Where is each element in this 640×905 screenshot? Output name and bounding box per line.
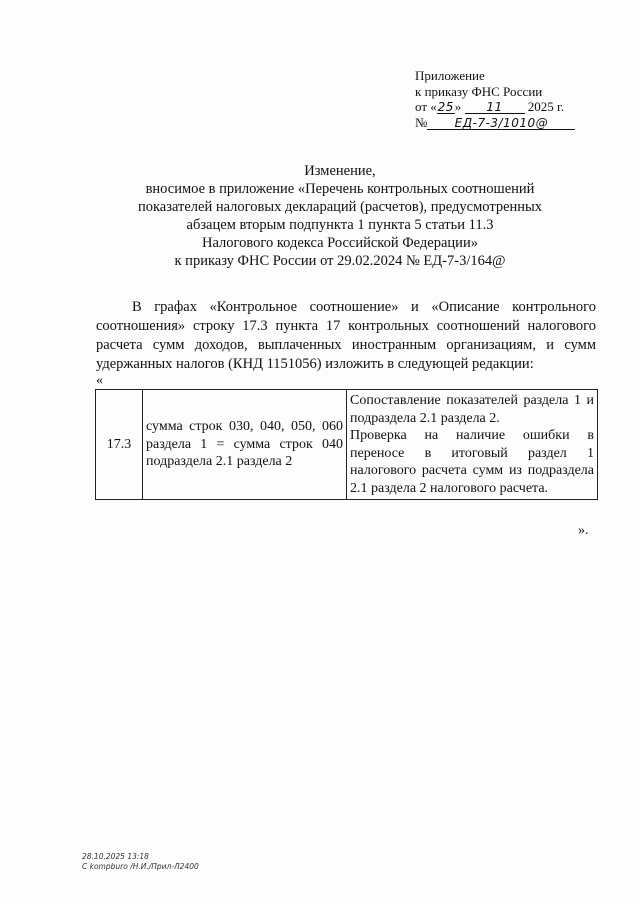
body-paragraph: В графах «Контрольное соотношение» и «Описание контрольного соотношения» строку 17.3 пункта 17 контрольных соотношений налогового расчета сумм доходов, выплаченных иностранным организациям, и сумм удержанных налогов (КНД 1151056) изложить в следующей редакции: bbox=[96, 299, 596, 372]
date-year: 2025 г. bbox=[527, 99, 565, 114]
handwritten-month: 11 bbox=[465, 101, 525, 114]
description-cell bbox=[347, 390, 598, 500]
footer-path: C kompburo /Н.И./Прил-Л2400 bbox=[82, 862, 199, 871]
title-line: Изменение, bbox=[304, 163, 376, 179]
appendix-header bbox=[415, 68, 575, 130]
handwritten-number: ЕД-7-3/1010@ bbox=[427, 117, 575, 130]
appendix-order-ref: к приказу ФНС России bbox=[415, 83, 543, 99]
control-ratio-table bbox=[95, 389, 598, 500]
body-text bbox=[96, 298, 596, 374]
title-line: к приказу ФНС России от 29.02.2024 № ЕД-7-3/164@ bbox=[174, 253, 506, 269]
title-line: вносимое в приложение «Перечень контрольных соотношений bbox=[145, 181, 535, 197]
description-line: Проверка на наличие ошибки в переносе в итоговый раздел 1 налогового расчета сумм из подраздела 2.1 раздела 2 налогового расчета. bbox=[350, 428, 594, 496]
appendix-number bbox=[415, 115, 575, 131]
document-title bbox=[100, 162, 580, 270]
date-close: » bbox=[454, 99, 462, 114]
title-line: показателей налоговых деклараций (расчетов), предусмотренных bbox=[137, 199, 543, 215]
description-line: Сопоставление показателей раздела 1 и подраздела 2.1 раздела 2. bbox=[350, 393, 594, 426]
title-line: Налогового кодекса Российской Федерации» bbox=[202, 235, 478, 251]
footer-timestamp: 28.10.2025 13:18 bbox=[82, 852, 149, 861]
opening-quote: « bbox=[96, 373, 103, 388]
number-prefix: № bbox=[415, 114, 428, 130]
ratio-cell: сумма строк 030, 040, 050, 060 раздела 1 = сумма строк 040 подраздела 2.1 раздела 2 bbox=[143, 390, 347, 500]
closing-quote: ». bbox=[578, 523, 589, 538]
title-line: абзацем вторым подпункта 1 пункта 5 статьи 11.3 bbox=[186, 217, 494, 233]
appendix-label: Приложение bbox=[415, 68, 485, 83]
appendix-date bbox=[415, 99, 575, 115]
row-number-cell: 17.3 bbox=[96, 390, 143, 500]
table-row bbox=[96, 390, 598, 500]
handwritten-day: 25 bbox=[437, 100, 454, 114]
date-prefix: от « bbox=[415, 99, 437, 114]
footer-stamp bbox=[82, 852, 199, 872]
